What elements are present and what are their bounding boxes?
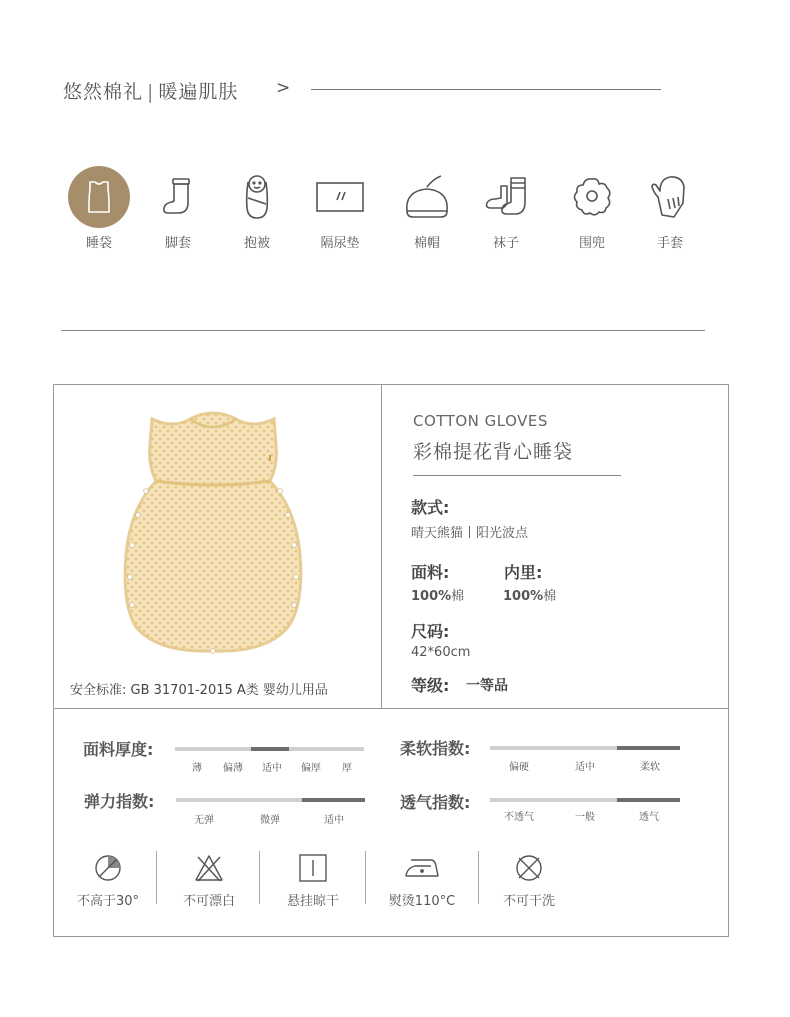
safety-standard: 安全标准: GB 31701-2015 A类 婴幼儿用品 [70, 683, 328, 698]
elasticity-bar [176, 798, 365, 802]
softness-tick: 适中 [575, 762, 595, 773]
softness-tick: 柔软 [640, 762, 660, 773]
category-swaddle[interactable] [221, 166, 293, 251]
size-value: 42*60cm [411, 645, 471, 660]
category-label: 抱被 [243, 236, 270, 251]
section-divider [61, 330, 705, 331]
heading-arrow-icon[interactable]: > [276, 78, 291, 98]
category-cotton-hat[interactable] [391, 166, 463, 251]
fabric-material: 棉 [451, 589, 465, 604]
thickness-label: 面料厚度: [83, 740, 154, 759]
grade-label: 等级: [411, 676, 450, 695]
fabric-percent: 100% [411, 589, 452, 604]
card-horizontal-divider [53, 708, 729, 709]
product-image [118, 405, 308, 661]
heading-separator: | [147, 81, 155, 103]
heading-rule [311, 89, 661, 90]
category-bootie[interactable] [142, 166, 214, 251]
care-wash-30 [63, 852, 153, 909]
thickness-bar [175, 747, 364, 751]
wash-30-icon [63, 852, 153, 884]
swaddle-icon [226, 166, 288, 228]
breathability-tick: 一般 [575, 812, 595, 823]
card-vertical-divider [381, 384, 382, 708]
bib-icon [561, 166, 623, 228]
care-no-dry-clean [484, 852, 574, 909]
fabric-label: 面料: [411, 563, 450, 582]
breathability-tick: 不透气 [504, 812, 534, 823]
heading-title: 悠然棉礼 [63, 81, 144, 103]
style-value: 晴天熊猫丨阳光波点 [411, 526, 529, 541]
care-label: 悬挂晾干 [286, 894, 339, 909]
care-hang-dry [268, 852, 358, 909]
care-label: 不可干洗 [502, 894, 555, 909]
care-no-bleach [164, 852, 254, 909]
sleeping-bag-icon [68, 166, 130, 228]
heading-subtitle: 暖遍肌肤 [158, 81, 239, 103]
style-label: 款式: [411, 498, 450, 517]
cotton-hat-icon [396, 166, 458, 228]
category-label: 隔尿垫 [320, 236, 360, 251]
care-iron [377, 852, 467, 909]
bootie-icon [147, 166, 209, 228]
softness-tick: 偏硬 [509, 762, 529, 773]
category-label: 手套 [656, 236, 683, 251]
softness-label: 柔软指数: [400, 739, 471, 758]
lining-material: 棉 [543, 589, 557, 604]
care-divider [156, 851, 157, 904]
category-label: 棉帽 [413, 236, 440, 251]
size-label: 尺码: [411, 622, 450, 641]
section-heading [63, 77, 238, 104]
title-underline [413, 475, 621, 476]
grade-value: 一等品 [466, 678, 508, 694]
category-bib[interactable] [556, 166, 628, 251]
lining-value [503, 585, 556, 604]
thickness-tick: 厚 [342, 763, 352, 774]
category-label: 睡袋 [85, 236, 112, 251]
hang-dry-icon [268, 852, 358, 884]
care-divider [365, 851, 366, 904]
socks-icon [475, 166, 537, 228]
breathability-selected-segment [617, 798, 680, 802]
elasticity-label: 弹力指数: [84, 792, 155, 811]
elasticity-tick: 适中 [324, 815, 344, 826]
care-label: 不可漂白 [182, 894, 235, 909]
elasticity-tick: 微弹 [260, 815, 280, 826]
breathability-bar [490, 798, 680, 802]
care-label: 熨烫110°C [388, 894, 456, 909]
elasticity-tick: 无弹 [194, 815, 214, 826]
category-diaper-pad[interactable] [304, 166, 376, 251]
care-divider [478, 851, 479, 904]
care-divider [259, 851, 260, 904]
diaper-pad-icon [309, 166, 371, 228]
thickness-tick: 偏厚 [301, 763, 321, 774]
thickness-tick: 薄 [192, 763, 202, 774]
lining-label: 内里: [504, 563, 543, 582]
thickness-selected-segment [251, 747, 289, 751]
category-sleeping-bag[interactable] [63, 166, 135, 251]
softness-selected-segment [617, 746, 680, 750]
no-dry-clean-icon [484, 852, 574, 884]
breathability-tick: 透气 [639, 812, 659, 823]
softness-bar [490, 746, 680, 750]
thickness-tick: 偏薄 [223, 763, 243, 774]
category-label: 袜子 [492, 236, 519, 251]
product-english-name: COTTON GLOVES [413, 412, 548, 430]
mitten-icon [639, 166, 701, 228]
care-label: 不高于30° [76, 894, 140, 909]
category-label: 围兜 [578, 236, 605, 251]
lining-percent: 100% [503, 589, 544, 604]
category-mitten[interactable] [634, 166, 706, 251]
elasticity-selected-segment [302, 798, 365, 802]
breathability-label: 透气指数: [400, 793, 471, 812]
fabric-value [411, 585, 464, 604]
thickness-tick: 适中 [262, 763, 282, 774]
category-socks[interactable] [470, 166, 542, 251]
no-bleach-icon [164, 852, 254, 884]
iron-icon [377, 852, 467, 884]
category-label: 脚套 [164, 236, 191, 251]
product-name: 彩棉提花背心睡袋 [413, 441, 574, 463]
